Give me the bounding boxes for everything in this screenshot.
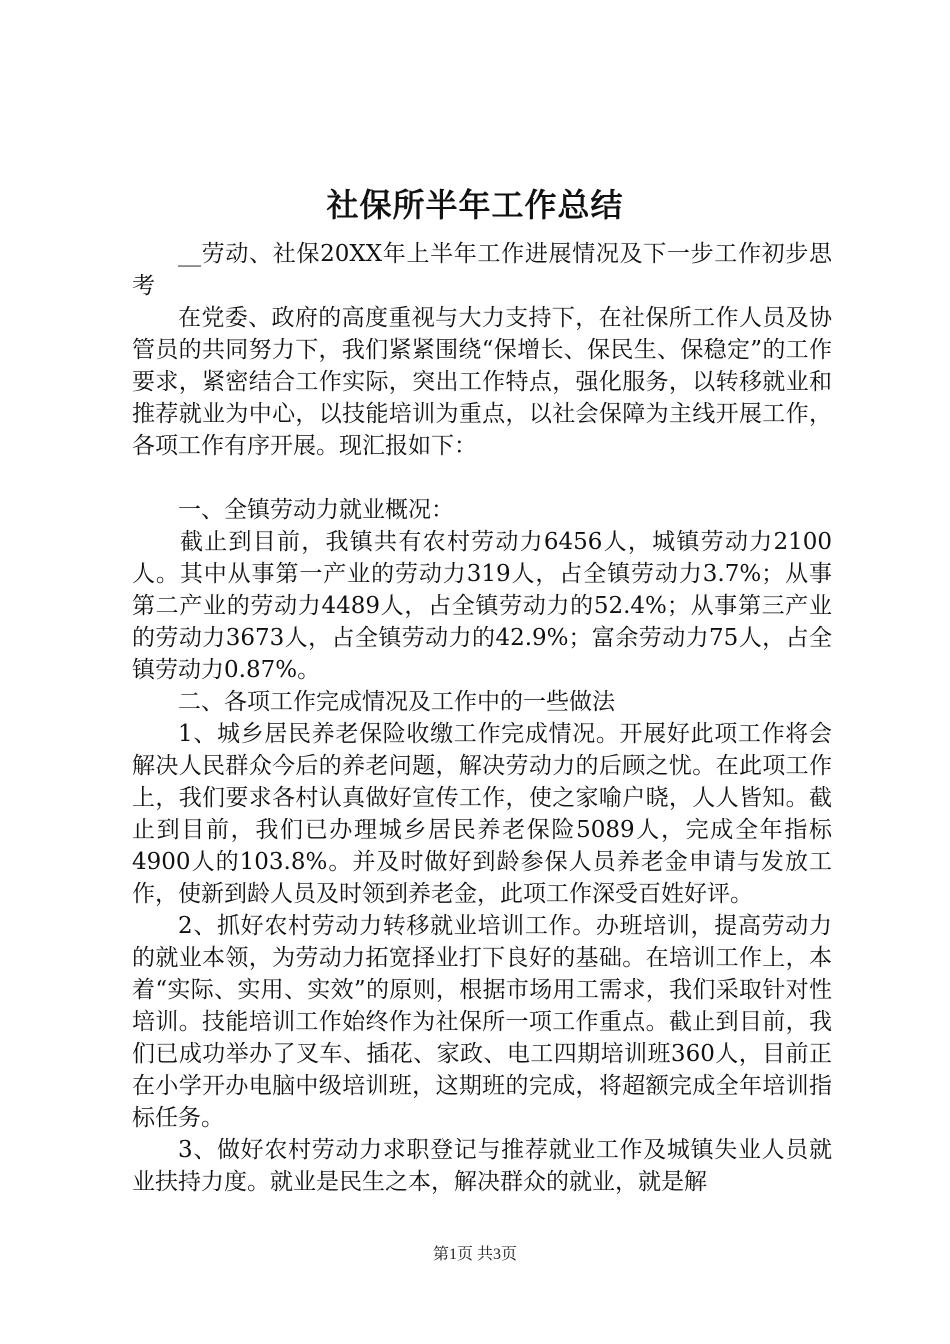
section-2-heading: 二、各项工作完成情况及工作中的一些做法 — [178, 689, 615, 715]
document-title: 社保所半年工作总结 — [326, 186, 624, 224]
section-1-body: 截止到目前，我镇共有农村劳动力6456人，城镇劳动力2100人。其中从事第一产业的劳动力319人，占全镇劳动力3.7%；从事第二产业的劳动力4489人，占全镇劳动力的52.4%；从事第三产业的劳动力3673人，占全镇劳动力的42.9%；富余劳动力75人，占全镇劳动力0.87%。 — [132, 529, 832, 683]
paragraph-gap — [132, 462, 832, 494]
item-3-paragraph: 3、做好农村劳动力求职登记与推荐就业工作及城镇失业人员就业扶持力度。就业是民生之本，解决群众的就业，就是解 — [132, 1137, 832, 1195]
subtitle-paragraph: __劳动、社保20XX年上半年工作进展情况及下一步工作初步思考 — [132, 241, 832, 299]
item-2-paragraph: 2、抓好农村劳动力转移就业培训工作。办班培训，提高劳动力的就业本领，为劳动力拓宽择业打下良好的基础。在培训工作上，本着“实际、实用、实效”的原则，根据市场用工需求，我们采取针对性培训。技能培训工作始终作为社保所一项工作重点。截止到目前，我们已成功举办了叉车、插花、家政、电工四期培训班360人，目前正在小学开办电脑中级培训班，这期班的完成，将超额完成全年培训指标任务。 — [132, 913, 832, 1131]
item-1-paragraph: 1、城乡居民养老保险收缴工作完成情况。开展好此项工作将会解决人民群众今后的养老问题，解决劳动力的后顾之忧。在此项工作上，我们要求各村认真做好宣传工作，使之家喻户晓，人人皆知。截止到目前，我们已办理城乡居民养老保险5089人，完成全年指标4900人的103.8%。并及时做好到龄参保人员养老金申请与发放工作，使新到龄人员及时领到养老金，此项工作深受百姓好评。 — [132, 721, 832, 907]
document-body — [132, 238, 832, 1198]
section-1-heading: 一、全镇劳动力就业概况： — [178, 497, 454, 523]
intro-paragraph: 在党委、政府的高度重视与大力支持下，在社保所工作人员及协管员的共同努力下，我们紧紧围绕“保增长、保民生、保稳定”的工作要求，紧密结合工作实际，突出工作特点，强化服务，以转移就业和推荐就业为中心，以技能培训为重点，以社会保障为主线开展工作，各项工作有序开展。现汇报如下： — [132, 305, 832, 459]
page-number-footer: 第1页 共3页 — [432, 1246, 517, 1263]
